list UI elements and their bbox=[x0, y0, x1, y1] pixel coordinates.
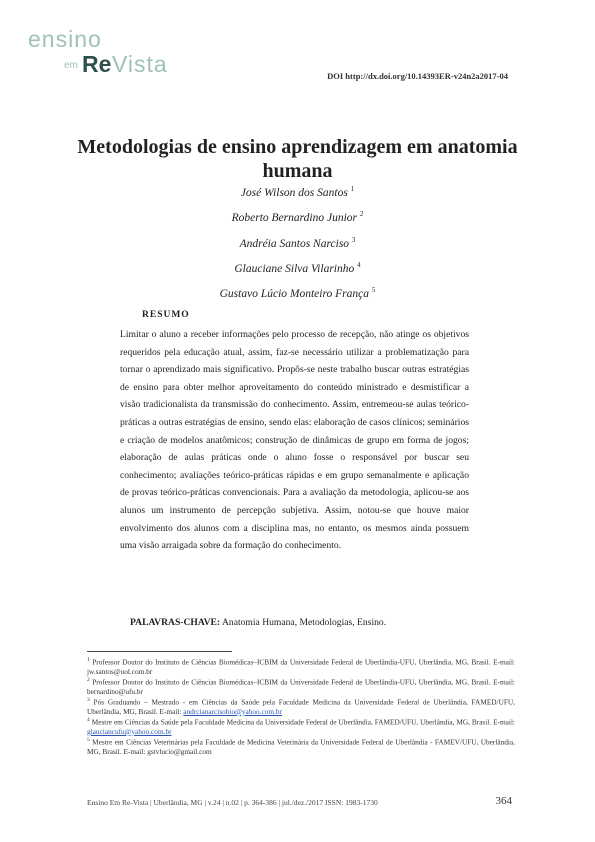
footnote-email: jw.santos@uol.com.br bbox=[87, 666, 153, 676]
journal-logo bbox=[24, 24, 194, 84]
footnote-email-link[interactable]: andrcianarcisobio@yahoo.com.br bbox=[183, 706, 282, 716]
author-entry bbox=[60, 255, 535, 280]
doi: DOI http://dx.doi.org/10.14393ER-v24n2a2017-04 bbox=[327, 71, 508, 81]
author-name: Andréia Santos Narciso bbox=[239, 237, 350, 250]
author-name: Glauciane Silva Vilarinho bbox=[234, 262, 355, 275]
footnote-text: Professor Doutor do Instituto de Ciências Biomédicas–ICBIM da Universidade Federal de Uberlândia-UFU, Uberlândia, MG, Brasil. E-mail: bbox=[92, 657, 515, 667]
author-entry bbox=[60, 204, 535, 229]
author-entry bbox=[60, 230, 535, 255]
abstract-text: Limitar o aluno a receber informações pelo processo de recepção, não atinge os objetivos requeridos pela educação atual, assim, faz-se necessário utilizar a problematização para tornar o aprendizado mais significativo. Propôs-se neste trabalho buscar outras estratégias de ensino para obter melhor aproveitamento do conteúdo ministrado e desmistificar a visão tradicionalista da transmissão do conhecimento. Assim, entremeou-se aulas teórico-práticas a outras estratégias de ensino, sendo elas: elaboração de casos clínicos; seminários e criação de modelos anatômicos; construção de dinâmicas de grupo em forma de jogos; elaboração de aulas práticas onde o aluno fosse o responsável por buscar seu conhecimento; avaliações teórico-práticas rápidas e em grupo semanalmente e aplicação de provas teórico-práticas convencionais. Para a avaliação da metodologia, aplicou-se aos alunos um instrumento de percepção subjetiva. Assim, notou-se que houve maior envolvimento dos alunos com a disciplina mas, no entanto, os mesmos ainda possuem uma visão arraigada sobre da formação do conhecimento. bbox=[120, 329, 469, 552]
author-note: 2 bbox=[359, 210, 364, 219]
footnote bbox=[87, 716, 515, 736]
footnote-divider bbox=[87, 651, 232, 652]
footnote-number: 5 bbox=[87, 737, 90, 744]
footnote-text: Pós Graduando – Mestrado - em Ciências da Saúde pela Faculdade Medicina da Universidade Federal de Uberlândia, FAMED/UFU, Uberlândia, MG, Brasil. E-mail: bbox=[87, 697, 515, 716]
footnote-email-link[interactable]: glauciancufu@yahoo.com.br bbox=[87, 726, 172, 736]
footnote-number: 2 bbox=[87, 677, 90, 684]
footnote bbox=[87, 696, 515, 716]
logo-word-vista: Vista bbox=[112, 51, 168, 77]
footnote-text: Professor Doutor do Instituto de Ciências Biomédicas–ICBIM da Universidade Federal de Uberlândia-UFU, Uberlândia, MG, Brasil. E-mail: bbox=[92, 677, 515, 687]
author-entry bbox=[60, 179, 535, 204]
keywords-label: PALAVRAS-CHAVE: bbox=[130, 617, 221, 628]
author-note: 5 bbox=[371, 286, 376, 295]
author-note: 4 bbox=[357, 260, 361, 269]
author-list bbox=[60, 179, 535, 306]
author-note: 3 bbox=[351, 235, 356, 244]
footnote-email: bernardino@ufu.br bbox=[87, 686, 143, 696]
footnote-text: Mestre em Ciências da Saúde pela Faculdade Medicina da Universidade Federal de Uberlândia, FAMED/UFU, Uberlândia, MG, Brasil. E-mail: bbox=[91, 717, 516, 727]
abstract-heading: RESUMO bbox=[142, 310, 190, 320]
footnote-text: Mestre em Ciências Veterinárias pela Faculdade de Medicina Veterinária da Universidade Federal de Uberlândia - FAMEV/UFU, Uberlândia, MG, Brasil. E-mail: bbox=[87, 737, 515, 756]
author-note: 1 bbox=[350, 185, 355, 193]
keywords-value: Anatomia Humana, Metodologias, Ensino. bbox=[221, 617, 387, 628]
footnote-number: 1 bbox=[87, 657, 90, 663]
author-name: José Wilson dos Santos bbox=[240, 186, 348, 199]
footnotes bbox=[87, 656, 515, 756]
author-name: Roberto Bernardino Junior bbox=[231, 212, 358, 225]
logo-word-re: Re bbox=[82, 51, 112, 77]
journal-footer: Ensino Em Re-Vista | Uberlândia, MG | v.24 | n.02 | p. 364-386 | jul./dez./2017 ISSN: 1983-1730 bbox=[87, 798, 378, 807]
footnote-number: 4 bbox=[87, 717, 90, 724]
footnote-number: 3 bbox=[87, 697, 90, 704]
article-title: Metodologias de ensino aprendizagem em anatomia humana bbox=[77, 136, 518, 183]
logo-word-ensino: ensino bbox=[28, 26, 102, 52]
keywords bbox=[130, 616, 475, 630]
logo-word-em: em bbox=[64, 60, 78, 71]
footnote bbox=[87, 676, 515, 696]
footnote bbox=[87, 736, 515, 756]
author-name: Gustavo Lúcio Monteiro França bbox=[219, 288, 369, 301]
footnote-email: gstvlucio@gmail.com bbox=[147, 746, 212, 756]
footnote bbox=[87, 656, 515, 676]
author-entry bbox=[60, 280, 535, 305]
page-number: 364 bbox=[495, 795, 512, 807]
